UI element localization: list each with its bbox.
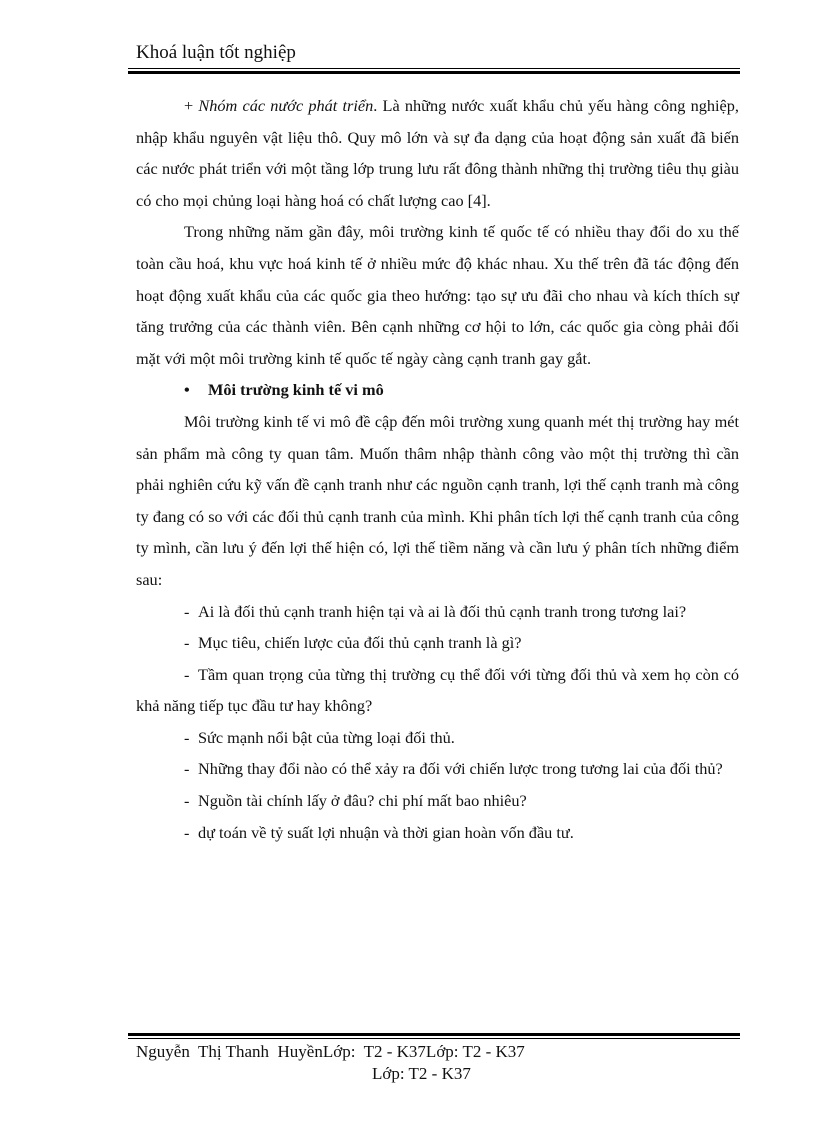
list-item-text: Nguồn tài chính lấy ở đâu? chi phí mất bao nhiêu?: [198, 791, 527, 811]
dash-icon: -: [184, 601, 190, 621]
list-item: [136, 722, 739, 754]
bullet-heading: [136, 374, 739, 406]
bullet-dot-icon: •: [184, 380, 190, 400]
list-item-text: Tầm quan trọng của từng thị trường cụ thể đối với từng đối thủ và xem họ còn có khả năng tiếp tục đầu tư hay không?: [136, 664, 739, 716]
list-item: [136, 627, 739, 659]
list-item: [136, 596, 739, 628]
footer-rule-thin: [128, 1038, 740, 1039]
paragraph-micro-environment: Môi trường kinh tế vi mô đề cập đến môi trường xung quanh mét thị trường hay mét sản phẩm mà công ty quan tâm. Muốn thâm nhập thành công vào một thị trường thì cần phải nghiên cứu kỹ vấn đề cạnh tranh như các nguồn cạnh tranh, lợi thế cạnh tranh mà công ty đang có so với các đối thủ cạnh tranh của mình. Khi phân tích lợi thế cạnh tranh của công ty mình, cần lưu ý đến lợi thế hiện có, lợi thế tiềm năng và cần lưu ý phân tích những điểm sau:: [136, 411, 739, 589]
header-rule-thick: [128, 71, 740, 74]
bullet-heading-text: Môi trường kinh tế vi mô: [208, 380, 384, 400]
list-item-text: Ai là đối thủ cạnh tranh hiện tại và ai là đối thủ cạnh tranh trong tương lai?: [198, 601, 687, 621]
italic-term: Nhóm các nước phát triển: [198, 96, 374, 115]
dash-icon: -: [184, 727, 190, 747]
list-item: [136, 817, 739, 849]
body-text: [136, 90, 739, 848]
paragraph-lead: +: [184, 96, 199, 115]
footer-rule-thick: [128, 1033, 740, 1036]
header-rule-thin: [128, 68, 740, 69]
list-item-text: Những thay đổi nào có thể xảy ra đối với chiến lược trong tương lai của đối thủ?: [198, 759, 723, 779]
list-item: [136, 659, 739, 722]
paragraph-international-environment: Trong những năm gần đây, môi trường kinh tế quốc tế có nhiều thay đổi do xu thế toàn cầu hoá, khu vực hoá kinh tế ở nhiều mức độ khác nhau. Xu thế trên đã tác động đến hoạt động xuất khẩu của các quốc gia theo hướng: tạo sự ưu đãi cho nhau và kích thích sự tăng trưởng của các thành viên. Bên cạnh những cơ hội to lớn, các quốc gia còng phải đối mặt với một môi trường kinh tế quốc tế ngày càng cạnh tranh gay gắt.: [136, 222, 739, 368]
footer-class: Lớp: T2 - K37: [372, 1064, 471, 1083]
list-item-text: dự toán về tỷ suất lợi nhuận và thời gian hoàn vốn đầu tư.: [198, 822, 574, 842]
page-header-title: Khoá luận tốt nghiệp: [136, 42, 296, 63]
dash-icon: -: [184, 664, 190, 684]
paragraph-developed-countries: [136, 90, 739, 216]
list-item-text: Sức mạnh nổi bật của từng loại đối thủ.: [198, 727, 455, 747]
footer-author-class: Nguyễn Thị Thanh HuyềnLớp: T2 - K37Lớp: T2 - K37: [136, 1042, 525, 1061]
list-item-text: Mục tiêu, chiến lược của đối thủ cạnh tranh là gì?: [198, 633, 522, 653]
dash-icon: -: [184, 633, 190, 653]
dash-icon: -: [184, 759, 190, 779]
list-item: [136, 785, 739, 817]
paragraph-rest: . Là những nước xuất khẩu chủ yếu hàng công nghiệp, nhập khẩu nguyên vật liệu thô. Quy mô lớn và sự đa dạng của hoạt động sản xuất đã biến các nước phát triển với một tầng lớp trung lưu rất đông thành những thị trường tiêu thụ giàu có cho mọi chủng loại hàng hoá có chất lượng cao [4].: [136, 96, 739, 210]
dash-icon: -: [184, 791, 190, 811]
list-item: [136, 753, 739, 785]
dash-icon: -: [184, 822, 190, 842]
